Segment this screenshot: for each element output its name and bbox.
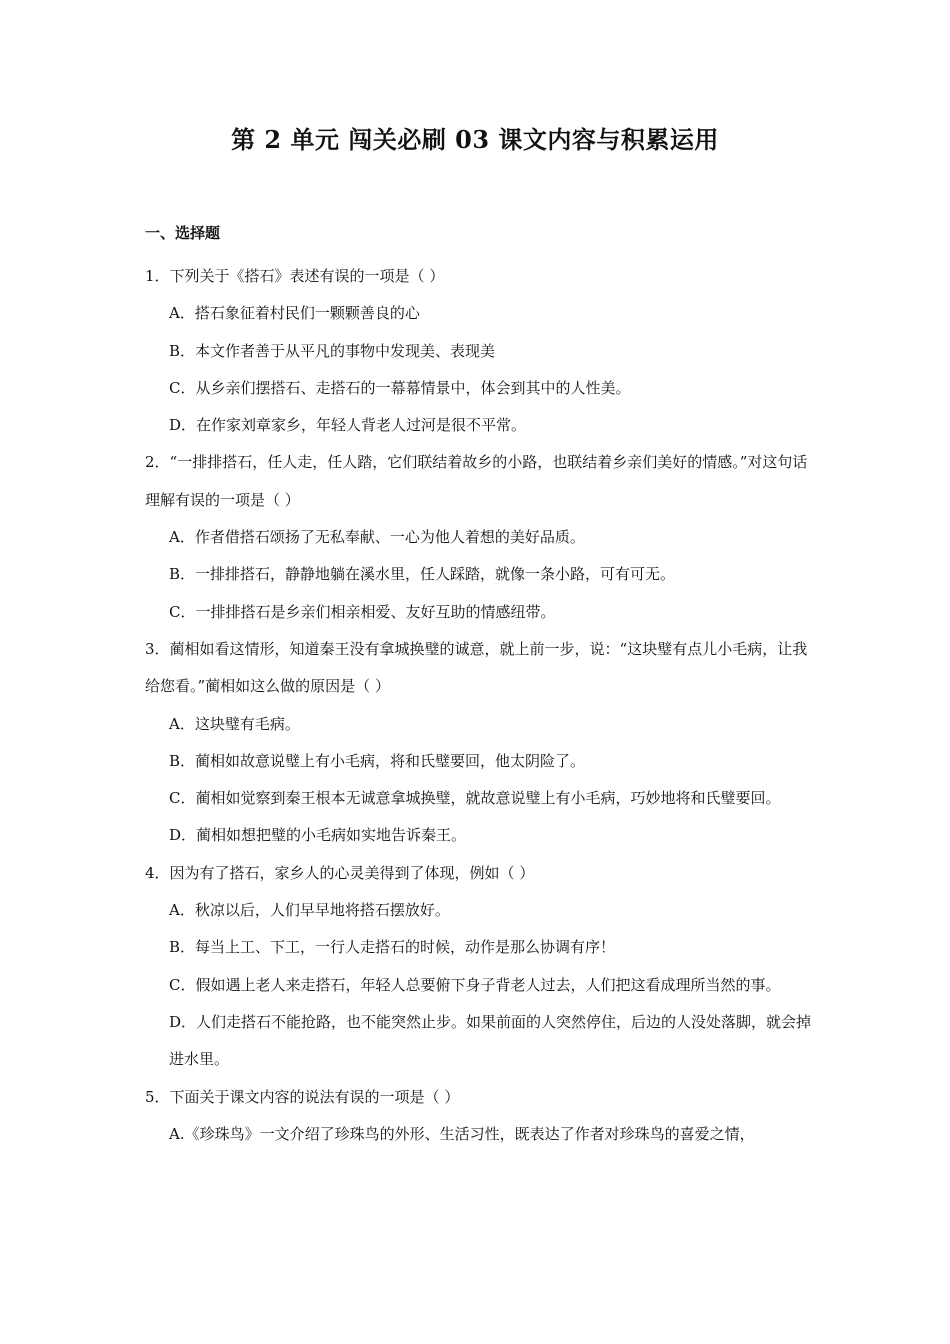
question-stem: 3．蔺相如看这情形，知道秦王没有拿城换璧的诚意，就上前一步，说：“这块璧有点儿小毛病，让我给您看。”蔺相如这么做的原因是（ ） [145,639,808,696]
option-c: C．假如遇上老人来走搭石，年轻人总要俯下身子背老人过去，人们把这看成理所当然的事。 [169,975,781,994]
option-d: D．蔺相如想把璧的小毛病如实地告诉秦王。 [169,826,467,845]
question-3 [145,631,815,855]
option-a: A．这块璧有毛病。 [169,714,300,733]
question-5 [145,1079,815,1154]
option-b: B．一排排搭石，静静地躺在溪水里，任人踩踏，就像一条小路，可有可无。 [169,565,676,584]
question-2 [145,444,815,630]
option-c: C．蔺相如觉察到秦王根本无诚意拿城换璧，就故意说璧上有小毛病，巧妙地将和氏璧要回。 [169,789,781,808]
option-a: A．秋凉以后，人们早早地将搭石摆放好。 [169,901,450,920]
option-a: A．作者借搭石颂扬了无私奉献、一心为他人着想的美好品质。 [169,528,585,547]
option-b: B．每当上工、下工，一行人走搭石的时候，动作是那么协调有序！ [169,938,616,957]
section-heading: 一、选择题 [145,224,221,242]
option-c: C．一排排搭石是乡亲们相亲相爱、友好互助的情感纽带。 [169,602,556,621]
question-stem: 5．下面关于课文内容的说法有误的一项是（ ） [145,1087,460,1106]
option-c: C．从乡亲们摆搭石、走搭石的一幕幕情景中，体会到其中的人性美。 [169,378,631,397]
question-1 [145,258,815,444]
question-4 [145,855,815,1079]
option-d: D．人们走搭石不能抢路，也不能突然止步。如果前面的人突然停住，后边的人没处落脚，就会掉进水里。 [169,1012,812,1069]
option-b: B．蔺相如故意说璧上有小毛病，将和氏璧要回，他太阴险了。 [169,751,586,770]
question-stem: 2．“一排排搭石，任人走，任人踏，它们联结着故乡的小路，也联结着乡亲们美好的情感。”对这句话理解有误的一项是（ ） [145,453,808,509]
question-stem: 4．因为有了搭石，家乡人的心灵美得到了体现，例如（ ） [145,863,535,882]
question-list [145,258,815,1153]
option-b: B．本文作者善于从平凡的事物中发现美、表现美 [169,341,496,360]
option-a: A．搭石象征着村民们一颗颗善良的心 [169,304,420,323]
option-a: A.《珍珠鸟》一文介绍了珍珠鸟的外形、生活习性，既表达了作者对珍珠鸟的喜爱之情， [169,1124,755,1143]
page-title: 第 2 单元 闯关必刷 03 课文内容与积累运用 [231,125,719,154]
option-d: D．在作家刘章家乡，年轻人背老人过河是很不平常。 [169,416,527,435]
question-stem: 1．下列关于《搭石》表述有误的一项是（ ） [145,267,445,285]
